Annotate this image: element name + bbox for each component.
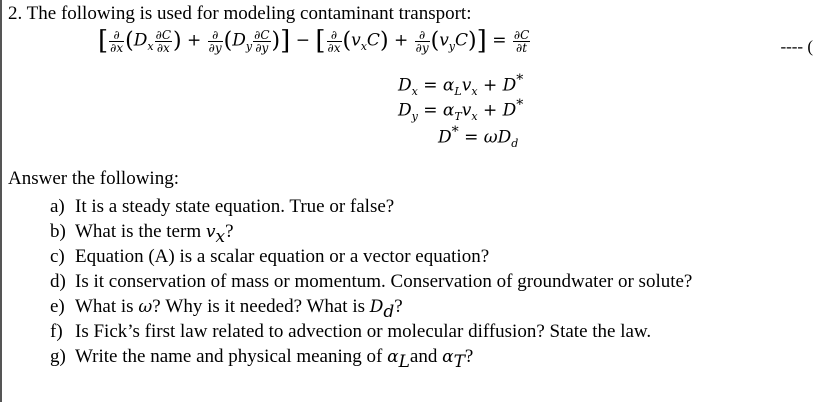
question-item: c) Equation (A) is a scalar equation or a vector equation?: [50, 246, 490, 267]
relation-dstar: $D^* = \omega D_d$: [438, 124, 519, 151]
question-item: f) Is Fick’s first law related to advection or molecular diffusion? State the law.: [50, 321, 652, 342]
question-item: e) What is ω? Why is it needed? What is $D_d$?: [50, 296, 403, 322]
relation-dx: $D_x = \alpha_Lv_x + D^*$: [398, 72, 524, 99]
question-item: a) It is a steady state equation. True or false?: [50, 196, 395, 217]
answer-heading: Answer the following:: [8, 168, 179, 189]
transport-equation: [ $\frac{\partial}{\partial x}$ ($D_x$ $\frac{\partial C}{\partial x}$ ) + $\frac{\partial}{\partial y}$ ($D_y$ $\frac{\partial C}{\partial y}$ )] − [ $\frac{\partial}{\partial x}$ $(v_xC)$ + $\frac{\partial}{\partial y}$ $(v_yC)$] = $\frac{\partial C}{\partial t}$: [98, 26, 530, 56]
question-list: [50, 194, 693, 372]
question-item: b) What is the term $v_x$?: [50, 221, 234, 247]
problem-title: 2. The following is used for modeling contaminant transport:: [8, 3, 472, 24]
equation-tag: ---- (: [780, 37, 813, 56]
relation-dy: $D_y = \alpha_Tv_x + D^*$: [398, 97, 524, 124]
question-item: d) Is it conservation of mass or momentum. Conservation of groundwater or solute?: [50, 271, 693, 292]
question-item: g) Write the name and physical meaning of $\alpha_Land$ $\alpha_T$?: [50, 346, 474, 372]
